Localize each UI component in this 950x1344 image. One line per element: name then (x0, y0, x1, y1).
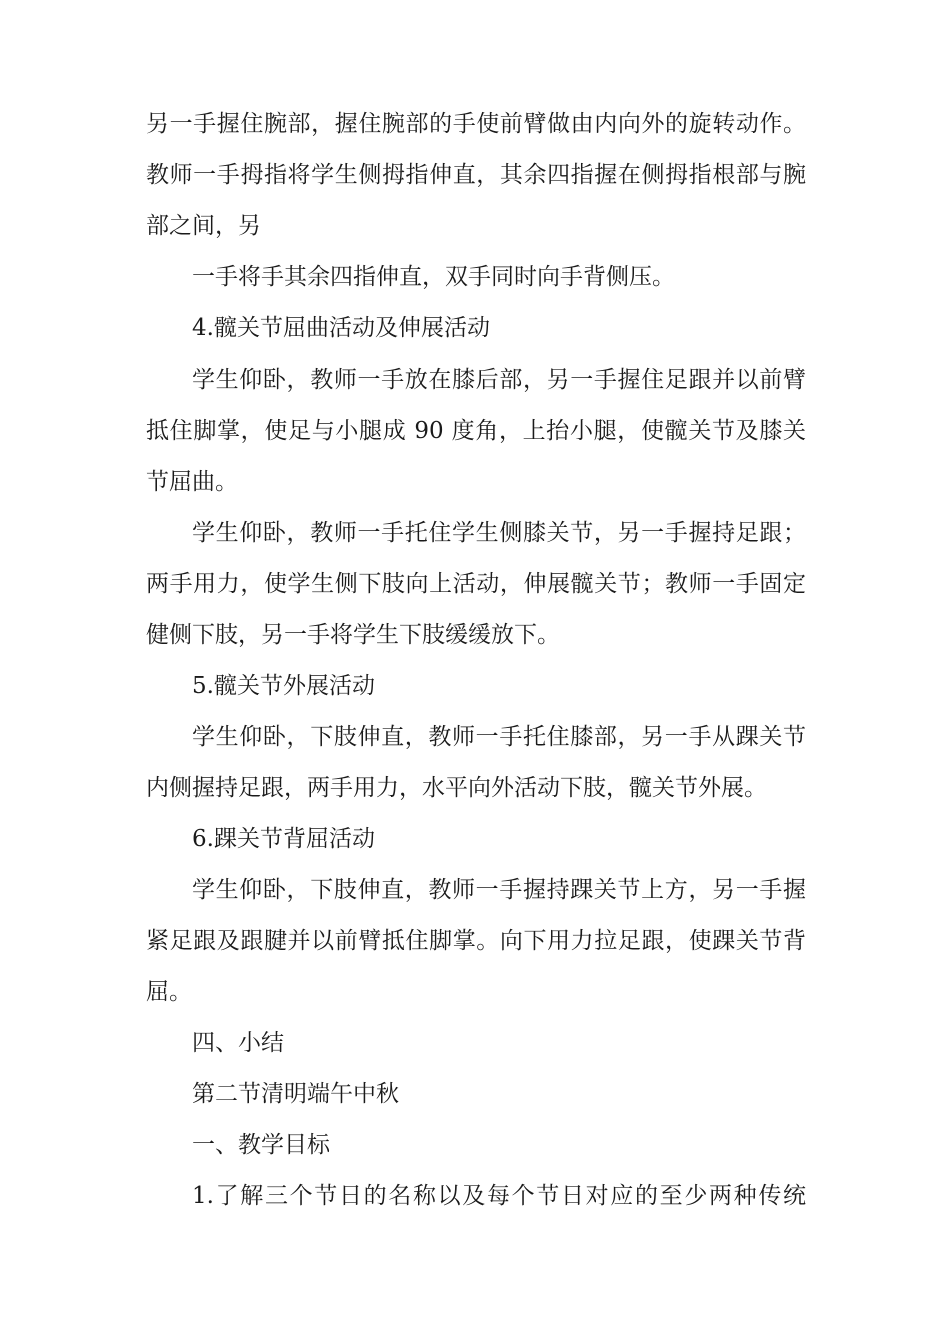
section-heading: 4.髋关节屈曲活动及伸展活动 (192, 315, 490, 341)
section-heading: 5.髋关节外展活动 (192, 673, 375, 699)
text-line: 一手将手其余四指伸直，双手同时向手背侧压。 (192, 264, 675, 290)
section-heading: 6.踝关节背屈活动 (192, 826, 375, 852)
text-line: 教师一手拇指将学生侧拇指伸直，其余四指握在侧拇指根部与腕 (146, 162, 806, 188)
text-line: 内侧握持足跟，两手用力，水平向外活动下肢，髋关节外展。 (146, 775, 767, 801)
text-line: 部之间，另 (146, 213, 261, 239)
section-heading: 四、小结 (192, 1030, 284, 1056)
text-line: 节屈曲。 (146, 469, 238, 495)
text-line: 学生仰卧，教师一手托住学生侧膝关节，另一手握持足跟； (192, 520, 806, 546)
section-heading: 一、教学目标 (192, 1132, 330, 1158)
text-line: 屈。 (146, 979, 192, 1005)
text-line: 抵住脚掌，使足与小腿成 90 度角，上抬小腿，使髋关节及膝关 (146, 418, 806, 444)
text-line: 两手用力，使学生侧下肢向上活动，伸展髋关节；教师一手固定 (146, 571, 806, 597)
text-line: 学生仰卧，教师一手放在膝后部，另一手握住足跟并以前臂 (192, 367, 806, 393)
text-line: 紧足跟及跟腱并以前臂抵住脚掌。向下用力拉足跟，使踝关节背 (146, 928, 806, 954)
text-line: 学生仰卧，下肢伸直，教师一手握持踝关节上方，另一手握 (192, 877, 806, 903)
text-line: 另一手握住腕部，握住腕部的手使前臂做由内向外的旋转动作。 (146, 111, 806, 137)
text-line: 学生仰卧，下肢伸直，教师一手托住膝部，另一手从踝关节 (192, 724, 806, 750)
text-line: 1.了解三个节日的名称以及每个节日对应的至少两种传统 (192, 1183, 806, 1209)
section-heading: 第二节清明端午中秋 (192, 1081, 399, 1107)
text-line: 健侧下肢，另一手将学生下肢缓缓放下。 (146, 622, 560, 648)
